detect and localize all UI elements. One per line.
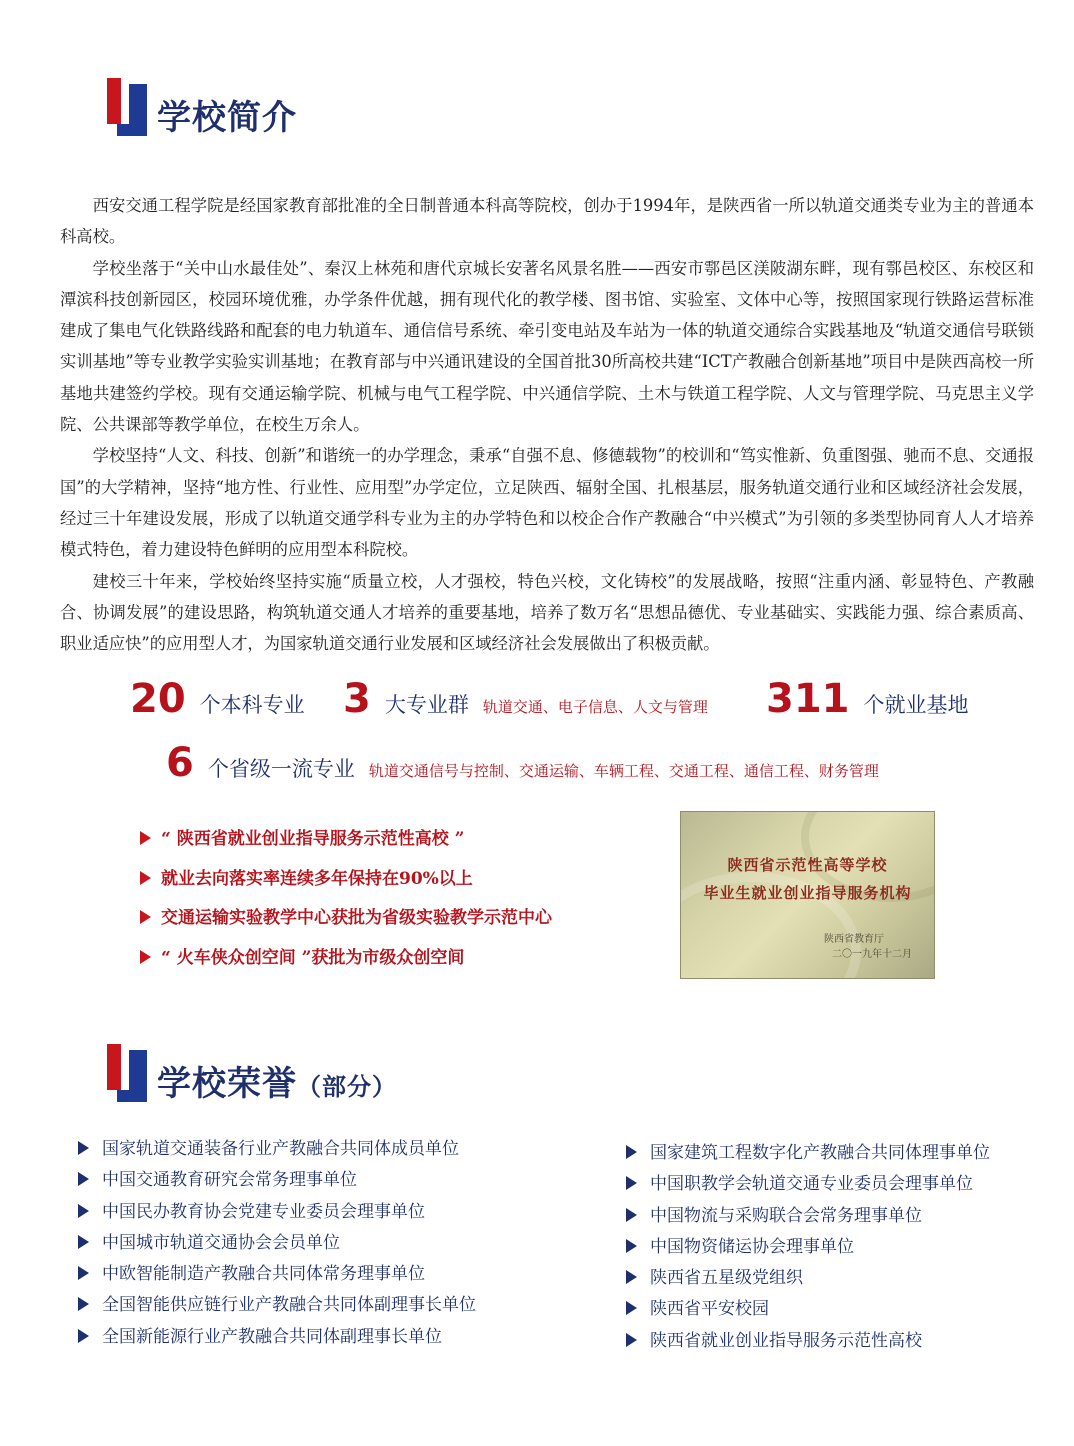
honors-list-left	[78, 1134, 476, 1353]
honor-item: 中国城市轨道交通协会会员单位	[78, 1228, 476, 1259]
intro-text	[60, 190, 1034, 659]
plaque-line2: 毕业生就业创业指导服务机构	[703, 884, 912, 902]
triangle-bullet-icon	[626, 1333, 637, 1347]
honor-item: 中国职教学会轨道交通专业委员会理事单位	[626, 1169, 990, 1200]
honor-item: 全国新能源行业产教融合共同体副理事长单位	[78, 1322, 476, 1353]
section-mark-icon	[107, 78, 147, 136]
honor-item: 陕西省就业创业指导服务示范性高校	[626, 1326, 990, 1357]
intro-paragraph: 建校三十年来，学校始终坚持实施“质量立校，人才强校，特色兴校，文化铸校”的发展战略，按照“注重内涵、彰显特色、产教融合、协调发展”的建设思路，构筑轨道交通人才培养的重要基地，培养了数万名“思想品德优、专业基础实、实践能力强、综合素质高、职业适应快”的应用型人才，为国家轨道交通行业发展和区域经济社会发展做出了积极贡献。	[60, 571, 1034, 654]
triangle-bullet-icon	[78, 1266, 89, 1280]
stat-provincial-detail: 轨道交通信号与控制、交通运输、车辆工程、交通工程、通信工程、财务管理	[368, 762, 879, 780]
stat-groups-unit: 大专业群	[384, 693, 469, 717]
honor-item: 中国民办教育协会党建专业委员会理事单位	[78, 1197, 476, 1228]
stat-bases-unit: 个就业基地	[863, 693, 969, 717]
plaque-date: 二〇一九年十二月	[832, 949, 912, 960]
honors-section-subtitle: （部分）	[297, 1072, 397, 1101]
triangle-bullet-icon	[626, 1176, 637, 1190]
honor-item: 中欧智能制造产教融合共同体常务理事单位	[78, 1259, 476, 1290]
plaque-issuer: 陕西省教育厅	[824, 934, 884, 945]
triangle-bullet-icon	[78, 1204, 89, 1218]
triangle-bullet-icon	[140, 871, 151, 885]
stat-provincial-number: 6	[166, 740, 194, 786]
honor-item: 中国物资储运协会理事单位	[626, 1232, 990, 1263]
honor-item: 陕西省五星级党组织	[626, 1263, 990, 1294]
stat-groups-detail: 轨道交通、电子信息、人文与管理	[482, 698, 708, 716]
triangle-bullet-icon	[626, 1208, 637, 1222]
plaque-line1: 陕西省示范性高等学校	[727, 856, 888, 874]
triangle-bullet-icon	[140, 950, 151, 964]
achievement-item: “ 陕西省就业创业指导服务示范性高校 ”	[140, 826, 610, 866]
triangle-bullet-icon	[626, 1145, 637, 1159]
honor-item: 全国智能供应链行业产教融合共同体副理事长单位	[78, 1290, 476, 1321]
stat-bases-number: 311	[766, 676, 850, 722]
intro-paragraph: 西安交通工程学院是经国家教育部批准的全日制普通本科高等院校，创办于1994年，是陕西省一所以轨道交通类专业为主的普通本科高校。	[60, 196, 1034, 247]
triangle-bullet-icon	[78, 1297, 89, 1311]
stat-provincial-unit: 个省级一流专业	[207, 757, 355, 781]
honor-item: 陕西省平安校园	[626, 1294, 990, 1325]
stat-majors-number: 20	[130, 676, 186, 722]
achievement-item: 交通运输实验教学中心获批为省级实验教学示范中心	[140, 905, 610, 945]
intro-paragraph: 学校坚持“人文、科技、创新”和谐统一的办学理念，秉承“自强不息、修德载物”的校训和“笃实惟新、负重图强、驰而不息、交通报国”的大学精神，坚持“地方性、行业性、应用型”办学定位，立足陕西、辐射全国、扎根基层，服务轨道交通行业和区域经济社会发展，经过三十年建设发展，形成了以轨道交通学科专业为主的办学特色和以校企合作产教融合“中兴模式”为引领的多类型协同育人人才培养模式特色，着力建设特色鲜明的应用型本科院校。	[60, 446, 1034, 560]
achievement-list	[140, 826, 610, 984]
intro-paragraph: 学校坐落于“关中山水最佳处”、秦汉上林苑和唐代京城长安著名风景名胜——西安市鄠邑区渼陂湖东畔，现有鄠邑校区、东校区和潭滨科技创新园区，校园环境优雅，办学条件优越，拥有现代化的教学楼、图书馆、实验室、文体中心等，按照国家现行铁路运营标准建成了集电气化铁路线路和配套的电力轨道车、通信信号系统、牵引变电站及车站为一体的轨道交通综合实践基地及“轨道交通信号联锁实训基地”等专业教学实验实训基地；在教育部与中兴通讯建设的全国首批30所高校共建“ICT产教融合创新基地”项目中是陕西高校一所基地共建签约学校。现有交通运输学院、机械与电气工程学院、中兴通信学院、土木与铁道工程学院、人文与管理学院、马克思主义学院、公共课部等教学单位，在校生万余人。	[60, 258, 1034, 435]
honor-item: 中国物流与采购联合会常务理事单位	[626, 1201, 990, 1232]
honors-list-right	[626, 1138, 990, 1357]
stat-provincial	[166, 740, 879, 786]
triangle-bullet-icon	[78, 1329, 89, 1343]
triangle-bullet-icon	[626, 1239, 637, 1253]
stat-bases	[766, 676, 969, 722]
stat-majors-unit: 个本科专业	[199, 693, 305, 717]
honor-item: 国家轨道交通装备行业产教融合共同体成员单位	[78, 1134, 476, 1165]
triangle-bullet-icon	[626, 1301, 637, 1315]
triangle-bullet-icon	[78, 1141, 89, 1155]
stat-majors	[130, 676, 305, 722]
triangle-bullet-icon	[140, 910, 151, 924]
triangle-bullet-icon	[140, 831, 151, 845]
stat-groups-number: 3	[343, 676, 371, 722]
triangle-bullet-icon	[78, 1235, 89, 1249]
honor-item: 中国交通教育研究会常务理事单位	[78, 1165, 476, 1196]
achievement-item: “ 火车侠众创空间 ”获批为市级众创空间	[140, 945, 610, 985]
section-mark-icon	[107, 1044, 147, 1102]
triangle-bullet-icon	[626, 1270, 637, 1284]
achievement-item: 就业去向落实率连续多年保持在90%以上	[140, 866, 610, 906]
honor-item: 国家建筑工程数字化产教融合共同体理事单位	[626, 1138, 990, 1169]
honors-section-title: 学校荣誉（部分）	[157, 1064, 397, 1104]
stat-groups	[343, 676, 708, 722]
award-plaque-image	[680, 811, 935, 979]
intro-section-title: 学校简介	[157, 98, 297, 138]
triangle-bullet-icon	[78, 1172, 89, 1186]
